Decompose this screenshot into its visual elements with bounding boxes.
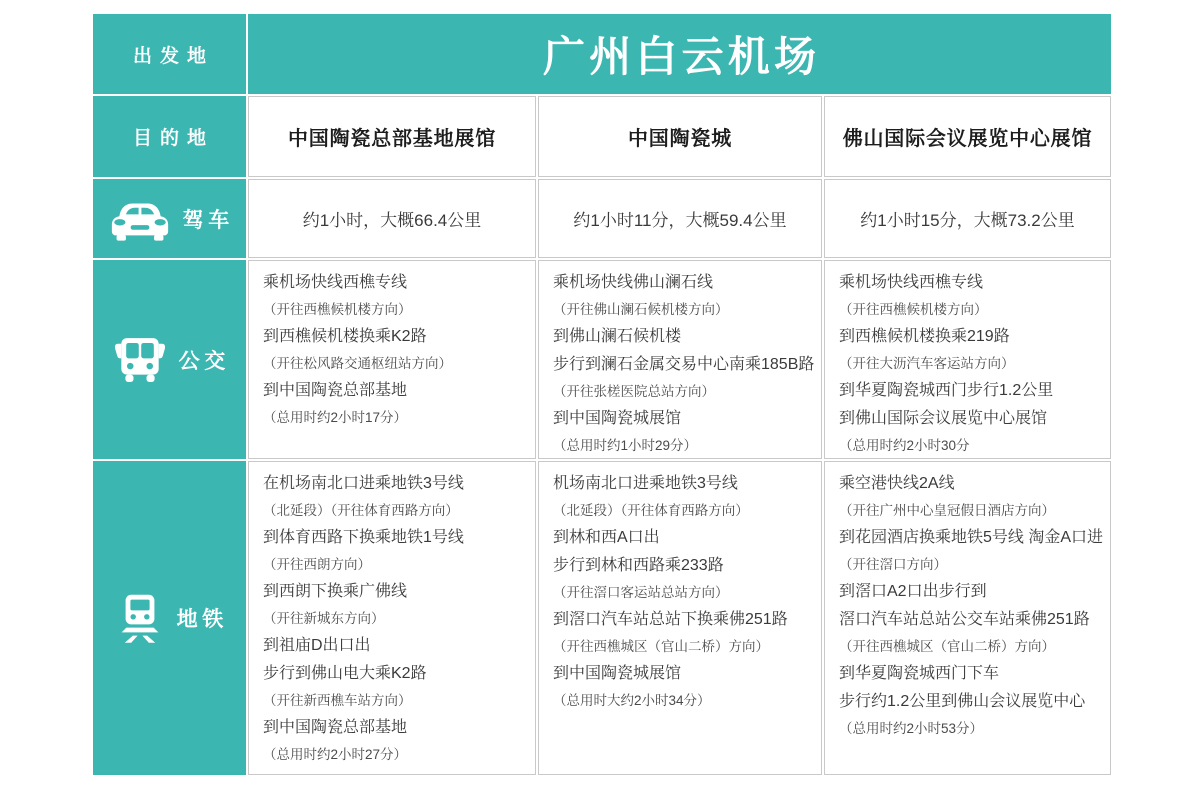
row-label-driving: 驾车: [182, 208, 234, 232]
origin-label-cell: [93, 14, 246, 94]
route-line-step: 到中国陶瓷总部基地: [263, 719, 408, 736]
route-line-step: 到中国陶瓷总部基地: [263, 382, 408, 399]
transport-table: [93, 14, 1111, 775]
route-line-note: （开往西樵候机楼方向）: [263, 302, 412, 317]
car-icon: [110, 197, 170, 241]
bus-ceramics-hq-cell: [248, 260, 536, 459]
bus-foshan-icec-cell: [824, 260, 1111, 459]
route-line-step: 步行到林和西路乘233路: [553, 557, 724, 574]
route-line-note: （开往张槎医院总站方向）: [553, 384, 715, 399]
row-header-bus: [93, 260, 246, 459]
driving-foshan-icec-cell: [824, 179, 1111, 258]
route-line-note: （开往新西樵车站方向）: [263, 693, 412, 708]
route-line-note: （总用时约1小时29分）: [553, 438, 698, 453]
route-line-note: （开往大沥汽车客运站方向）: [839, 356, 1015, 371]
route-line-step: 到华夏陶瓷城西门下车: [839, 665, 1000, 682]
route-line-step: 步行到澜石金属交易中心南乘185B路: [553, 356, 815, 373]
route-line-step: 到佛山国际会议展览中心展馆: [839, 410, 1048, 427]
bus-ceramics-city-cell: [538, 260, 822, 459]
route-line-step: 到中国陶瓷城展馆: [553, 665, 682, 682]
route-line-step: 到体育西路下换乘地铁1号线: [263, 529, 464, 546]
route-line-step: 到滘口A2口出步行到: [839, 583, 987, 600]
metro-ceramics-city-cell: [538, 461, 822, 775]
destination-name: 中国陶瓷总部基地展馆: [288, 128, 496, 150]
train-icon: [116, 589, 164, 647]
route-line-note: （开往西樵候机楼方向）: [839, 302, 988, 317]
destination-name: 中国陶瓷城: [628, 128, 732, 150]
destination-name: 佛山国际会议展览中心展馆: [842, 128, 1093, 150]
route-line-step: 到林和西A口出: [553, 529, 660, 546]
row-label-bus: 公交: [178, 349, 230, 373]
route-line-note: （总用时约2小时27分）: [263, 747, 408, 762]
route-line-step: 步行到佛山电大乘K2路: [263, 665, 427, 682]
route-line-note: （开往松风路交通枢纽站方向）: [263, 356, 452, 371]
route-line-step: 到中国陶瓷城展馆: [553, 410, 682, 427]
route-line-step: 乘机场快线佛山澜石线: [553, 274, 714, 291]
route-line-note: （总用时约2小时17分）: [263, 410, 408, 425]
airport-title: 广州白云机场: [542, 33, 821, 80]
route-line-note: （开往广州中心皇冠假日酒店方向）: [839, 503, 1055, 518]
route-line-step: 到西樵候机楼换乘K2路: [263, 328, 427, 345]
row-header-metro: [93, 461, 246, 775]
route-line-step: 在机场南北口进乘地铁3号线: [263, 475, 464, 492]
route-line-note: （开往新城东方向）: [263, 611, 385, 626]
row-label-metro: 地铁: [176, 608, 228, 631]
origin-label: 出发地: [133, 45, 214, 67]
destination-label-cell: [93, 96, 246, 177]
metro-ceramics-hq-cell: [248, 461, 536, 775]
route-line-step: 到佛山澜石候机楼: [553, 328, 682, 345]
route-line-note: （开往西樵城区（官山二桥）方向）: [839, 639, 1055, 654]
route-line-note: （开往滘口方向）: [839, 557, 947, 572]
route-line-note: （开往滘口客运站总站方向）: [553, 585, 729, 600]
route-line-step: 乘机场快线西樵专线: [839, 274, 984, 291]
route-line-step: 到花园酒店换乘地铁5号线 淘金A口进: [839, 529, 1104, 546]
route-line-step: 滘口汽车站总站公交车站乘佛251路: [839, 611, 1090, 628]
driving-ceramics-hq-cell: [248, 179, 536, 258]
route-line-note: （北延段）（开往体育西路方向）: [553, 503, 749, 518]
driving-ceramics-city-cell: [538, 179, 822, 258]
route-line-step: 到滘口汽车站总站下换乘佛251路: [553, 611, 788, 628]
metro-foshan-icec-cell: [824, 461, 1111, 775]
route-line-note: （总用时约2小时53分）: [839, 721, 984, 736]
route-line-step: 约1小时11分，大概59.4公里: [573, 211, 787, 230]
route-line-step: 到西朗下换乘广佛线: [263, 583, 408, 600]
route-line-step: 到祖庙D出口出: [263, 637, 371, 654]
route-line-step: 机场南北口进乘地铁3号线: [553, 475, 738, 492]
route-line-note: （北延段）（开往体育西路方向）: [263, 503, 459, 518]
route-line-note: （总用时约2小时30分: [839, 438, 970, 453]
route-line-note: （开往佛山澜石候机楼方向）: [553, 302, 729, 317]
origin-value-cell: [248, 14, 1111, 94]
route-line-step: 约1小时，大概66.4公里: [302, 211, 482, 230]
destination-header-ceramics-city: [538, 96, 822, 177]
route-line-step: 到西樵候机楼换乘219路: [839, 328, 1010, 345]
route-line-note: （开往西樵城区（官山二桥）方向）: [553, 639, 769, 654]
route-line-step: 乘空港快线2A线: [839, 475, 955, 492]
destination-label: 目的地: [133, 128, 214, 149]
destination-header-foshan-icec: [824, 96, 1111, 177]
route-line-step: 到华夏陶瓷城西门步行1.2公里: [839, 382, 1054, 399]
row-header-driving: [93, 179, 246, 258]
destination-header-ceramics-hq: [248, 96, 536, 177]
route-line-step: 步行约1.2公里到佛山会议展览中心: [839, 693, 1086, 710]
bus-icon: [114, 332, 166, 388]
route-line-step: 乘机场快线西樵专线: [263, 274, 408, 291]
route-line-note: （总用时大约2小时34分）: [553, 693, 711, 708]
route-line-note: （开往西朗方向）: [263, 557, 371, 572]
route-line-step: 约1小时15分，大概73.2公里: [860, 211, 1075, 230]
